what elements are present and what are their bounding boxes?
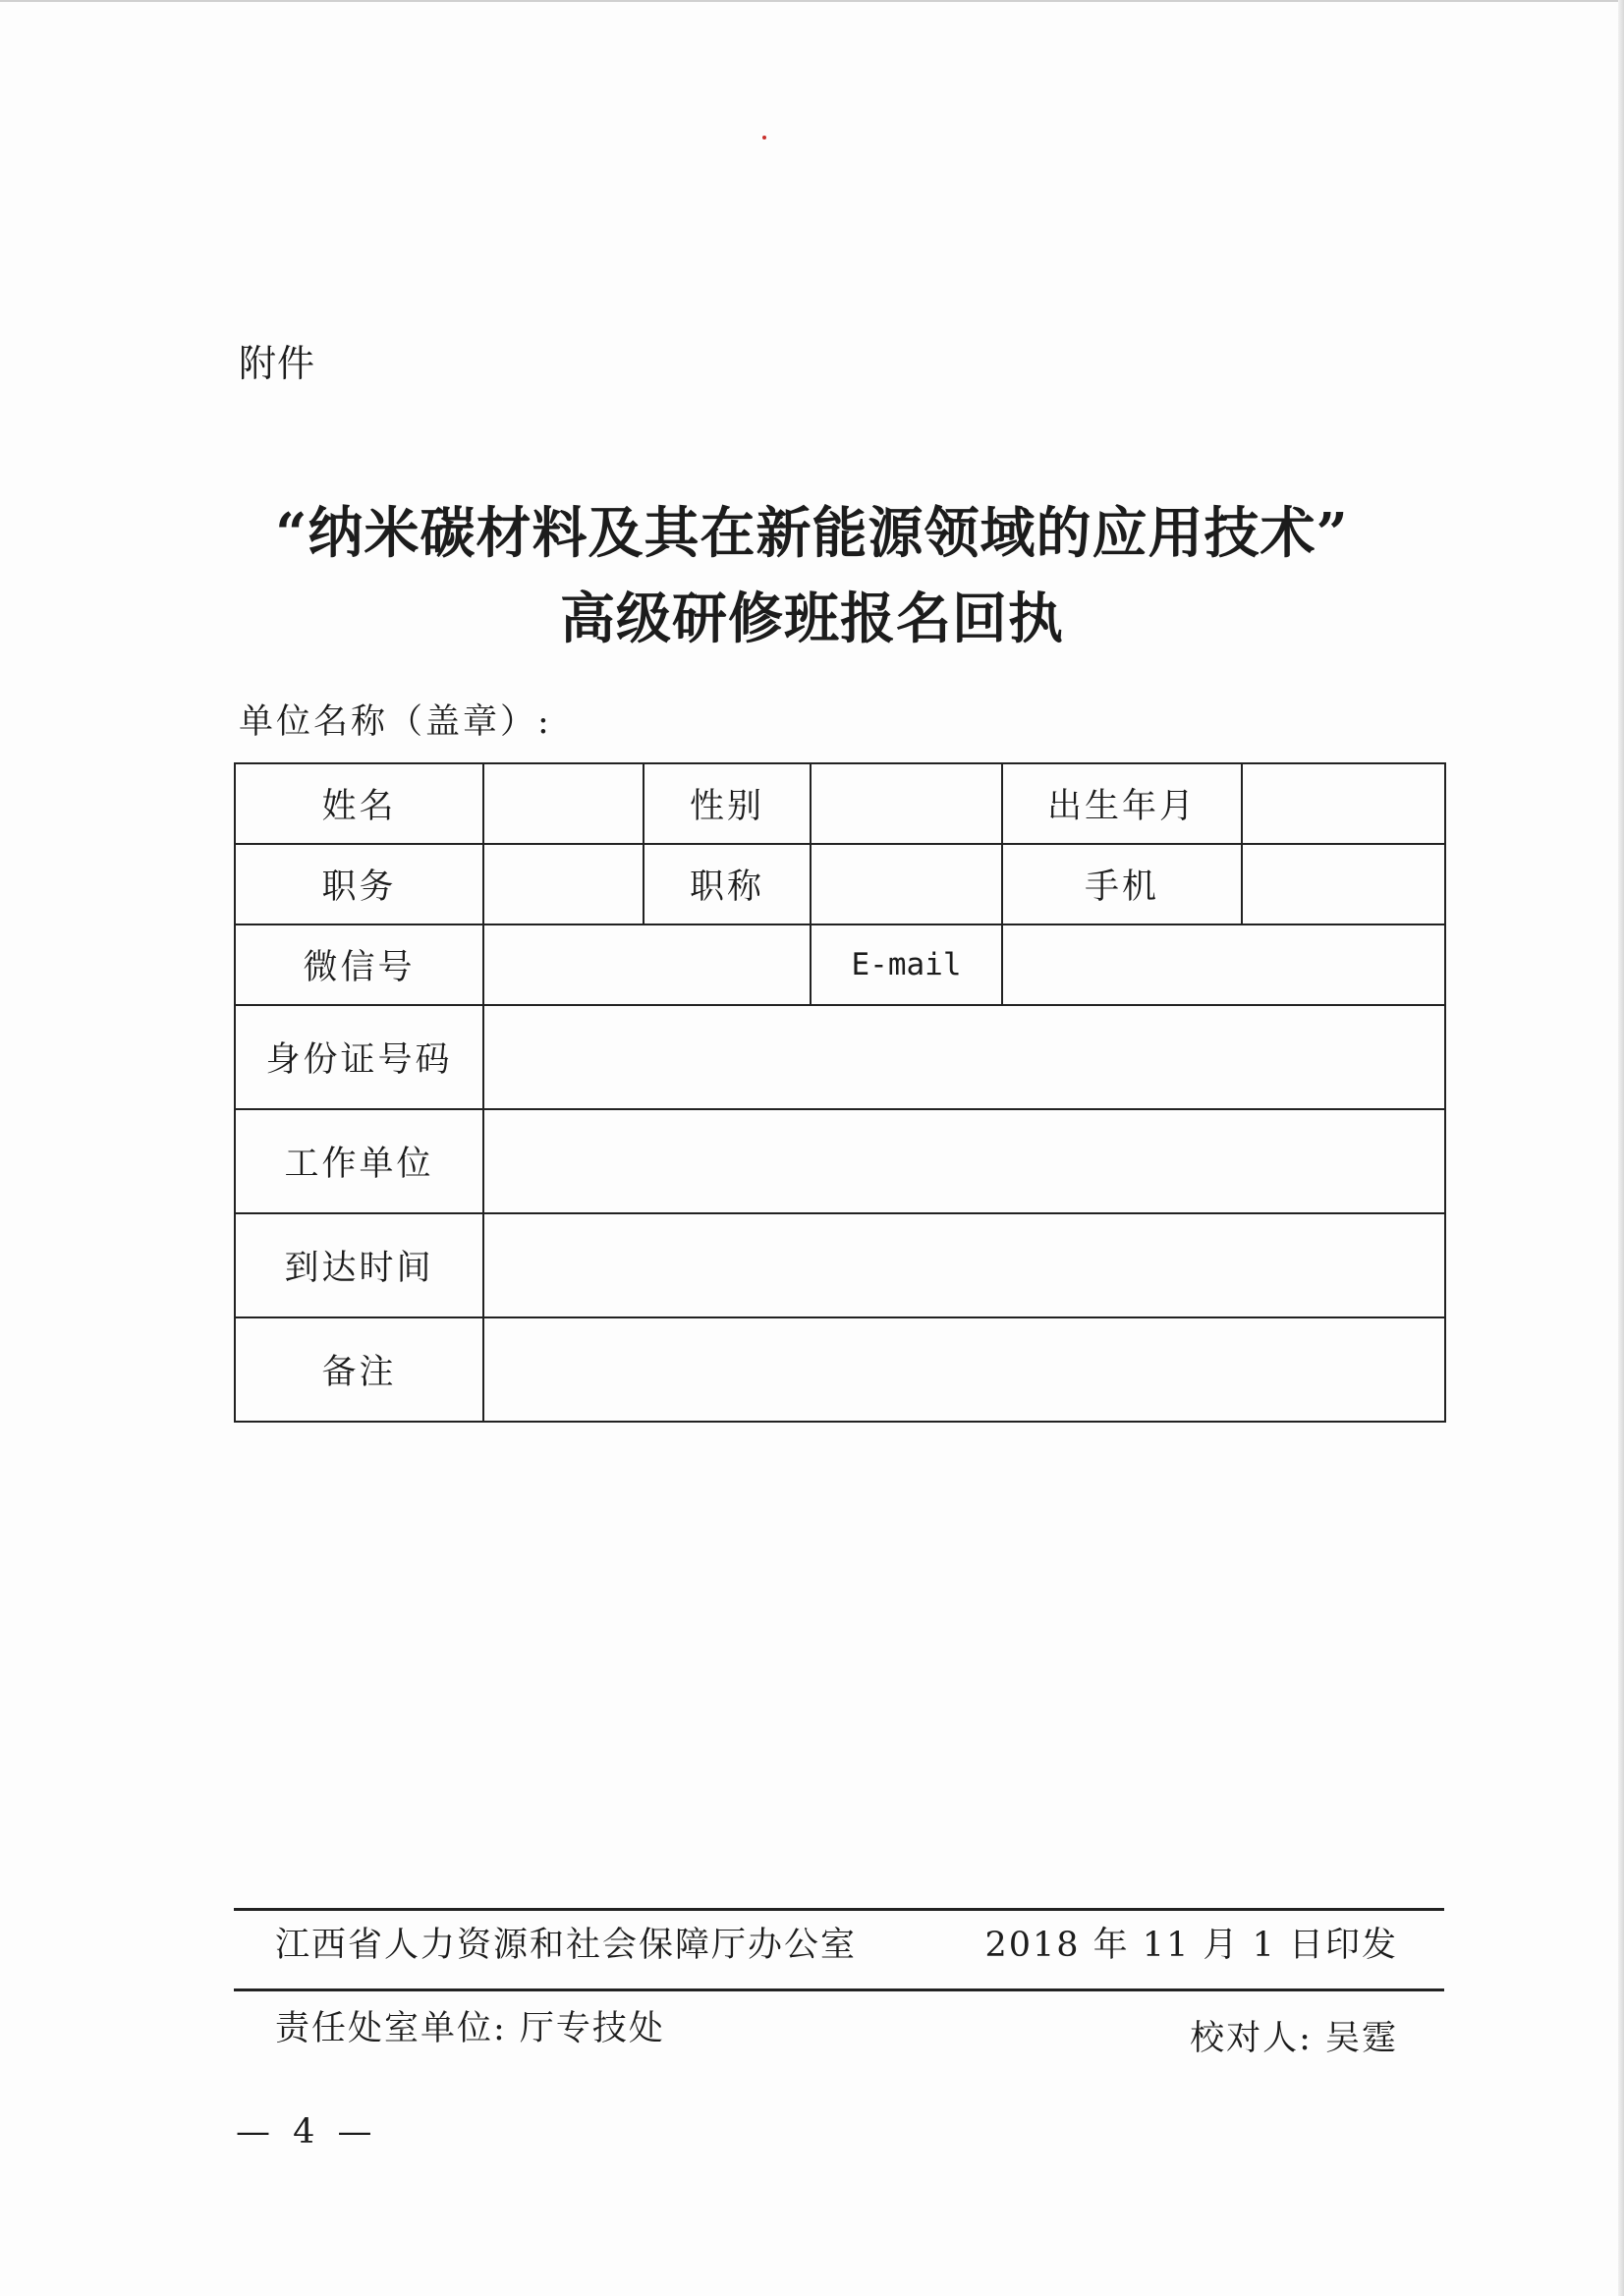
attachment-label: 附件 xyxy=(239,342,316,385)
wechat-field[interactable] xyxy=(483,924,811,1005)
footer-divider-bottom xyxy=(234,1988,1444,1991)
remarks-label: 备注 xyxy=(235,1317,483,1422)
proofreader: 校对人: 吴霆 xyxy=(1190,2019,1398,2058)
professional-title-label: 职称 xyxy=(644,844,811,924)
remarks-field[interactable] xyxy=(483,1317,1445,1422)
scan-right-edge xyxy=(1618,0,1624,2296)
document-title-line-1: “纳米碳材料及其在新能源领域的应用技术” xyxy=(275,501,1349,566)
workplace-field[interactable] xyxy=(483,1109,1445,1213)
gender-label: 性别 xyxy=(644,763,811,844)
document-title-line-2: 高级研修班报名回执 xyxy=(560,587,1064,651)
professional-title-field[interactable] xyxy=(811,844,1002,924)
page-number: — 4 — xyxy=(236,2112,378,2152)
table-row xyxy=(235,763,1445,844)
unit-name-label: 单位名称（盖章）: xyxy=(239,702,552,742)
arrival-time-label: 到达时间 xyxy=(235,1213,483,1317)
name-label: 姓名 xyxy=(235,763,483,844)
registration-form-table xyxy=(234,762,1446,1423)
table-row xyxy=(235,1213,1445,1317)
wechat-label: 微信号 xyxy=(235,924,483,1005)
name-field[interactable] xyxy=(483,763,644,844)
birth-date-field[interactable] xyxy=(1242,763,1445,844)
scan-top-edge xyxy=(0,0,1624,2)
issue-date: 2018 年 11 月 1 日印发 xyxy=(984,1926,1398,1965)
table-row xyxy=(235,1317,1445,1422)
table-row xyxy=(235,1109,1445,1213)
email-label: E-mail xyxy=(811,924,1002,1005)
issuing-office: 江西省人力资源和社会保障厅办公室 xyxy=(275,1926,858,1965)
footer-divider-top xyxy=(234,1908,1444,1911)
position-field[interactable] xyxy=(483,844,644,924)
table-row xyxy=(235,844,1445,924)
workplace-label: 工作单位 xyxy=(235,1109,483,1213)
gender-field[interactable] xyxy=(811,763,1002,844)
mobile-label: 手机 xyxy=(1002,844,1242,924)
id-number-label: 身份证号码 xyxy=(235,1005,483,1109)
position-label: 职务 xyxy=(235,844,483,924)
arrival-time-field[interactable] xyxy=(483,1213,1445,1317)
table-row xyxy=(235,1005,1445,1109)
table-row xyxy=(235,924,1445,1005)
mobile-field[interactable] xyxy=(1242,844,1445,924)
id-number-field[interactable] xyxy=(483,1005,1445,1109)
scan-speck xyxy=(762,136,766,140)
email-field[interactable] xyxy=(1002,924,1445,1005)
responsible-department: 责任处室单位: 厅专技处 xyxy=(275,2009,665,2048)
birth-date-label: 出生年月 xyxy=(1002,763,1242,844)
